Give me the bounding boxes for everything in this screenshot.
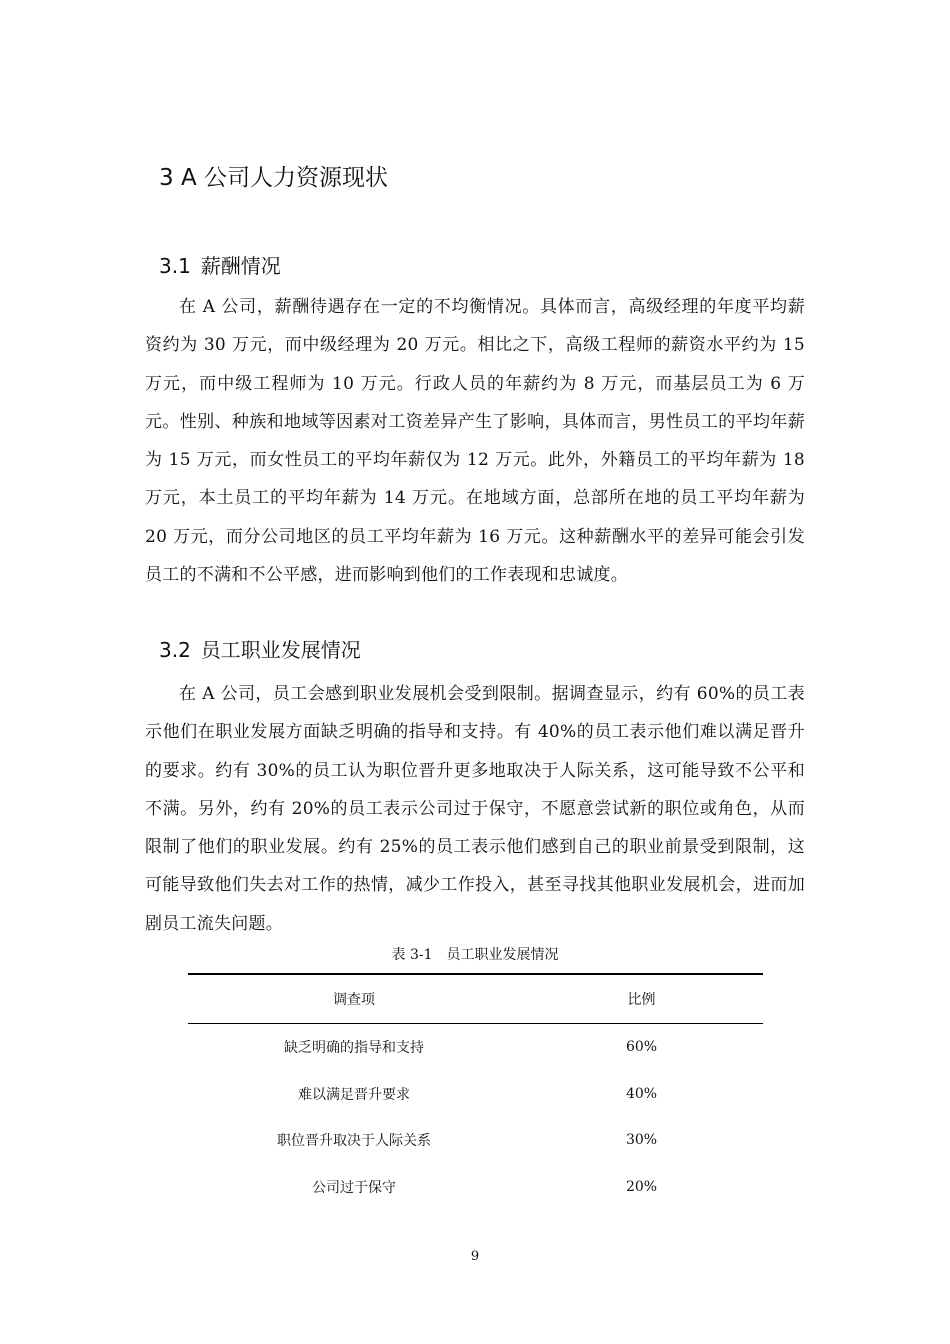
table-header-row xyxy=(188,974,763,1024)
row-ratio: 20% xyxy=(625,1178,658,1195)
table-row xyxy=(188,1024,763,1071)
career-table-container xyxy=(188,973,763,1210)
career-paragraph: 在 A 公司，员工会感到职业发展机会受到限制。据调查显示，约有 60%的员工表示他们在职业发展方面缺乏明确的指导和支持。有 40%的员工表示他们难以满足晋升的要求。约有 30%的员工认为职位晋升更多地取决于人际关系，这可能导致不公平和不满。另外，约有 20%的员工表示公司过于保守，不愿意尝试新的职位或角色，从而限制了他们的职业发展。约有 25%的员工表示他们感到自己的职业前景受到限制，这可能导致他们失去对工作的热情，减少工作投入，甚至寻找其他职业发展机会，进而加剧员工流失问题。 xyxy=(145,684,805,934)
table-row xyxy=(188,1164,763,1211)
table-caption-number: 表 3-1 xyxy=(391,947,433,963)
section-number: 3.1 xyxy=(159,254,191,278)
header-survey-item: 调查项 xyxy=(333,992,375,1008)
section-title-text: 员工职业发展情况 xyxy=(200,638,361,662)
career-table xyxy=(188,973,763,1210)
salary-paragraph: 在 A 公司，薪酬待遇存在一定的不均衡情况。具体而言，高级经理的年度平均薪资约为 30 万元，而中级经理为 20 万元。相比之下，高级工程师的薪资水平约为 15 万元，而中级工程师为 10 万元。行政人员的年薪约为 8 万元，而基层员工为 6 万元。性别、种族和地域等因素对工资差异产生了影响，具体而言，男性员工的平均年薪为 15 万元，而女性员工的平均年薪仅为 12 万元。此外，外籍员工的平均年薪为 18 万元，本土员工的平均年薪为 14 万元。在地域方面，总部所在地的员工平均年薪为 20 万元，而分公司地区的员工平均年薪为 16 万元。这种薪酬水平的差异可能会引发员工的不满和不公平感，进而影响到他们的工作表现和忠诚度。 xyxy=(145,297,805,586)
row-item: 公司过于保守 xyxy=(312,1179,396,1196)
chapter-title: 3 A 公司人力资源现状 xyxy=(159,165,388,191)
row-ratio: 60% xyxy=(625,1039,658,1056)
page-number: 9 xyxy=(470,1249,480,1264)
section-heading-career xyxy=(159,634,361,666)
table-row xyxy=(188,1071,763,1118)
table-caption-title: 员工职业发展情况 xyxy=(446,947,559,963)
section-title-text: 薪酬情况 xyxy=(200,254,281,278)
table-caption xyxy=(0,944,950,966)
row-item: 缺乏明确的指导和支持 xyxy=(284,1040,424,1057)
section-heading-salary xyxy=(159,250,281,282)
row-item: 职位晋升取决于人际关系 xyxy=(277,1133,431,1150)
table-row xyxy=(188,1117,763,1164)
row-ratio: 30% xyxy=(625,1132,658,1149)
row-ratio: 40% xyxy=(625,1085,658,1102)
section-number: 3.2 xyxy=(159,638,191,662)
header-ratio: 比例 xyxy=(627,992,656,1008)
row-item: 难以满足晋升要求 xyxy=(298,1086,410,1103)
